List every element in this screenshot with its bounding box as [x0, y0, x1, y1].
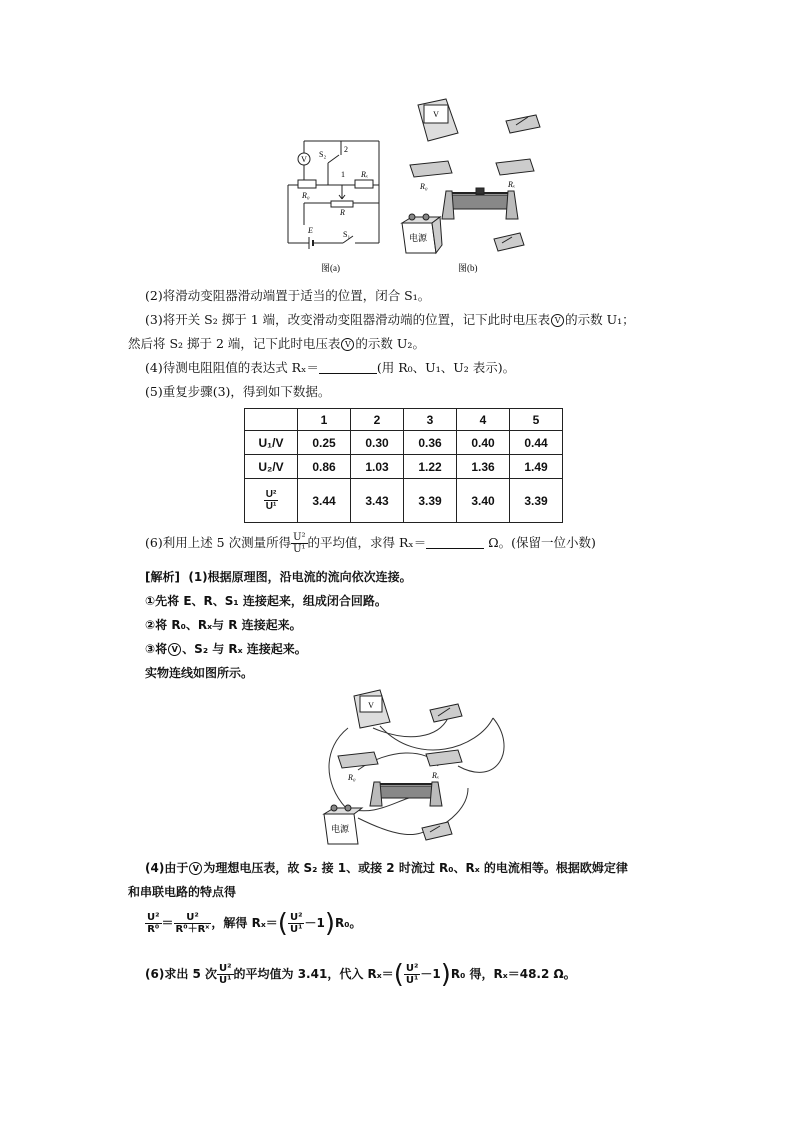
analysis-p6: (6)求出 5 次 $\frac{\text{U²}}{\text{U¹}}$ 的平均值为 3.41，代入 Rₓ＝( $\frac{\text{U²}}{\text{U¹}}$ －1)R₀ 得，Rₓ＝48.2 Ω。 [145, 959, 576, 990]
circuit-diagram-a [283, 135, 393, 275]
table-row [245, 479, 563, 523]
terminal-2-label: 2 [344, 145, 348, 154]
table-cell: 1.36 [457, 455, 510, 479]
analysis-equation: $\frac{\text{U²}}{\text{R⁰}}$ ＝ $\frac{\text{U²}}{\text{R⁰＋Rˣ}}$ ，解得 Rₓ＝( $\frac{\text{U²}}{\text{U¹}}$ －1)R₀。 [147, 908, 362, 939]
table-header-cell: 4 [457, 409, 510, 431]
switch-s1-label: S₁ [343, 230, 351, 239]
table-header-cell: 1 [298, 409, 351, 431]
table-cell: 0.30 [351, 431, 404, 455]
analysis-p1b: ②将 R₀、Rₓ与 R 连接起来。 [145, 618, 302, 632]
apparatus-figure-b [398, 95, 548, 275]
solution-fraction: $\frac{\text{U²}}{\text{U¹}}$ [289, 912, 303, 935]
table-cell: 1.03 [351, 455, 404, 479]
step-3-line-1: (3)将开关 S₂ 掷于 1 端，改变滑动变阻器滑动端的位置，记下此时电压表 V 的示数 U₁； [145, 312, 635, 327]
step-4: (4)待测电阻阻值的表达式 Rₓ＝ (用 R₀、U₁、U₂ 表示)。 [145, 360, 516, 375]
analysis-tag: [解析] [145, 570, 180, 584]
r0-label: R₀ [302, 191, 310, 200]
power-source-label: 电源 [408, 233, 428, 243]
table-header-cell: 5 [510, 409, 563, 431]
voltmeter-label: V [301, 155, 307, 164]
table-cell: 0.86 [298, 455, 351, 479]
analysis-p1c: ③将 V 、S₂ 与 Rₓ 连接起来。 [145, 642, 307, 656]
table-cell: 3.39 [510, 479, 563, 523]
figure-b-caption: 图(b) [458, 263, 478, 273]
analysis-p1d: 实物连线如图所示。 [145, 666, 254, 680]
step-6: (6)利用上述 5 次测量所得 $\frac{\text{U²}}{\text{U¹}}$ 的平均值，求得 Rₓ＝ Ω。(保留一位小数) [145, 532, 596, 555]
analysis-p4-line-2: 和串联电路的特点得 [128, 885, 237, 899]
rx-label: Rₓ [361, 170, 369, 179]
row-label: U₂/V [245, 455, 298, 479]
table-header-row [245, 409, 563, 431]
r-label: R [340, 208, 345, 217]
voltmeter-symbol-icon: V [168, 643, 181, 656]
table-cell: 0.44 [510, 431, 563, 455]
analysis-p4-line-1: (4)由于 V 为理想电压表，故 S₂ 接 1、或接 2 时流过 R₀、Rₓ 的电流相等。根据欧姆定律 [145, 861, 628, 875]
table-cell: 3.44 [298, 479, 351, 523]
voltmeter-symbol-icon: V [551, 314, 564, 327]
power-source-label: 电源 [330, 824, 350, 834]
equation-right-fraction: $\frac{\text{U²}}{\text{R⁰＋Rˣ}}$ [175, 912, 210, 935]
analysis-p1a: ①先将 E、R、S₁ 连接起来，组成闭合回路。 [145, 594, 387, 608]
equation-left-fraction: $\frac{\text{U²}}{\text{R⁰}}$ [147, 912, 160, 935]
table-cell: 0.40 [457, 431, 510, 455]
ratio-fraction: $\frac{\text{U²}}{\text{U¹}}$ [265, 489, 277, 512]
table-header-cell: 2 [351, 409, 404, 431]
data-table [244, 408, 563, 523]
answer-blank [426, 536, 484, 549]
table-cell: 1.49 [510, 455, 563, 479]
table-cell: 3.40 [457, 479, 510, 523]
table-cell: 0.36 [404, 431, 457, 455]
analysis-p1: [解析] (1)根据原理图，沿电流的流向依次连接。 [145, 570, 412, 584]
switch-s2-label: S₂ [319, 150, 327, 159]
table-row [245, 455, 563, 479]
step-2: (2)将滑动变阻器滑动端置于适当的位置，闭合 S₁。 [145, 288, 431, 303]
terminal-1-label: 1 [341, 170, 345, 179]
table-cell: 0.25 [298, 431, 351, 455]
rx-label: Rₓ [508, 180, 516, 189]
table-cell: 3.39 [404, 479, 457, 523]
step-5: (5)重复步骤(3)，得到如下数据。 [145, 384, 331, 399]
table-header-cell: 3 [404, 409, 457, 431]
emf-label: E [308, 226, 313, 235]
voltmeter-symbol-icon: V [341, 338, 354, 351]
voltmeter-label: V [433, 110, 439, 119]
table-cell: 1.22 [404, 455, 457, 479]
wiring-diagram-figure [318, 688, 518, 850]
table-header-cell [245, 409, 298, 431]
answer-blank [319, 361, 377, 374]
table-row [245, 431, 563, 455]
ratio-fraction: $\frac{\text{U²}}{\text{U¹}}$ [293, 532, 306, 555]
voltmeter-label: V [368, 701, 374, 710]
r0-label: R₀ [420, 182, 428, 191]
figure-a-caption: 图(a) [321, 263, 340, 273]
ratio-fraction: $\frac{\text{U²}}{\text{U¹}}$ [219, 963, 232, 986]
row-label [245, 479, 298, 523]
voltmeter-symbol-icon: V [189, 862, 202, 875]
step-3-line-2: 然后将 S₂ 掷于 2 端，记下此时电压表 V 的示数 U₂。 [128, 336, 425, 351]
r0-label: R₀ [348, 773, 356, 782]
solution-fraction: $\frac{\text{U²}}{\text{U¹}}$ [405, 963, 419, 986]
row-label: U₁/V [245, 431, 298, 455]
table-cell: 3.43 [351, 479, 404, 523]
rx-label: Rₓ [432, 771, 440, 780]
